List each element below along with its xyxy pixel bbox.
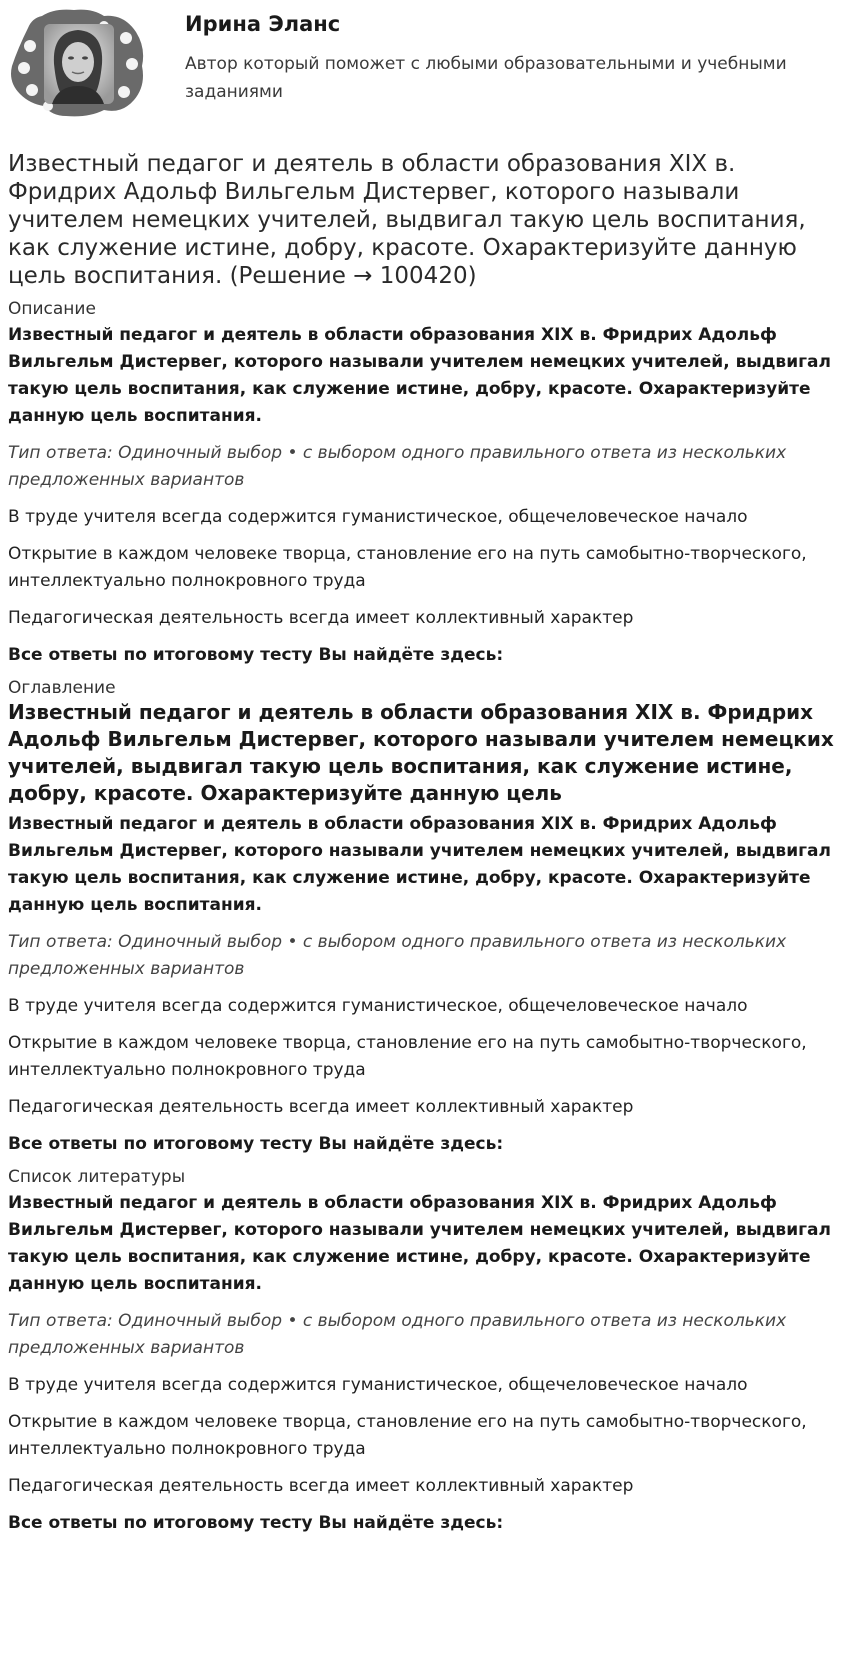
film-reel-avatar-icon <box>8 8 148 120</box>
answer-option[interactable]: Открытие в каждом человеке творца, становление его на путь самобытно-творческого, интеллектуально полнокровного труда <box>8 1033 807 1080</box>
section-heading: Известный педагог и деятель в области образования XIX в. Фридрих Адольф Вильгельм Дистервег, которого называли учителем немецких учителей, выдвигал такую цель воспитания, как служение истине, добру, красоте. Охарактеризуйте данную цель <box>8 700 834 805</box>
answer-option[interactable]: Педагогическая деятельность всегда имеет коллективный характер <box>8 1097 634 1117</box>
answer-option[interactable]: Открытие в каждом человеке творца, становление его на путь самобытно-творческого, интеллектуально полнокровного труда <box>8 544 807 591</box>
answer-option[interactable]: В труде учителя всегда содержится гуманистическое, общечеловеческое начало <box>8 1375 748 1395</box>
question-description: Известный педагог и деятель в области образования XIX в. Фридрих Адольф Вильгельм Дистервег, которого называли учителем немецких учителей, выдвигал такую цель воспитания, как служение истине, добру, красоте. Охарактеризуйте данную цель воспитания. <box>8 325 831 426</box>
section-label: Описание <box>8 299 96 319</box>
answer-option[interactable]: Открытие в каждом человеке творца, становление его на путь самобытно-творческого, интеллектуально полнокровного труда <box>8 1412 807 1459</box>
question-description: Известный педагог и деятель в области образования XIX в. Фридрих Адольф Вильгельм Дистервег, которого называли учителем немецких учителей, выдвигал такую цель воспитания, как служение истине, добру, красоте. Охарактеризуйте данную цель воспитания. <box>8 814 831 915</box>
answer-option[interactable]: Педагогическая деятельность всегда имеет коллективный характер <box>8 1476 634 1496</box>
answer-option[interactable]: В труде учителя всегда содержится гуманистическое, общечеловеческое начало <box>8 507 748 527</box>
section-label: Список литературы <box>8 1167 186 1187</box>
question-description: Известный педагог и деятель в области образования XIX в. Фридрих Адольф Вильгельм Дистервег, которого называли учителем немецких учителей, выдвигал такую цель воспитания, как служение истине, добру, красоте. Охарактеризуйте данную цель воспитания. <box>8 1193 831 1294</box>
answer-type: Тип ответа: Одиночный выбор • с выбором одного правильного ответа из нескольких предложенных вариантов <box>8 443 787 490</box>
answer-option[interactable]: Педагогическая деятельность всегда имеет коллективный характер <box>8 608 634 628</box>
author-card <box>0 0 847 130</box>
section-description <box>8 298 840 669</box>
author-bio: Автор который поможет с любыми образовательными и учебными заданиями <box>185 54 787 102</box>
all-answers-link[interactable]: Все ответы по итоговому тесту Вы найдёте здесь: <box>8 645 504 665</box>
answer-type: Тип ответа: Одиночный выбор • с выбором одного правильного ответа из нескольких предложенных вариантов <box>8 932 787 979</box>
main-content <box>8 150 840 1537</box>
all-answers-link[interactable]: Все ответы по итоговому тесту Вы найдёте здесь: <box>8 1513 504 1533</box>
question-title: Известный педагог и деятель в области образования XIX в. Фридрих Адольф Вильгельм Дистервег, которого называли учителем немецких учителей, выдвигал такую цель воспитания, как служение истине, добру, красоте. Охарактеризуйте данную цель воспитания. (Решение → 100420) <box>8 151 806 289</box>
all-answers-link[interactable]: Все ответы по итоговому тесту Вы найдёте здесь: <box>8 1134 504 1154</box>
author-name[interactable]: Ирина Эланс <box>185 12 341 36</box>
section-references <box>8 1166 840 1537</box>
section-label: Оглавление <box>8 678 116 698</box>
section-contents <box>8 677 840 1158</box>
avatar[interactable] <box>8 8 148 120</box>
answer-type: Тип ответа: Одиночный выбор • с выбором одного правильного ответа из нескольких предложенных вариантов <box>8 1311 787 1358</box>
answer-option[interactable]: В труде учителя всегда содержится гуманистическое, общечеловеческое начало <box>8 996 748 1016</box>
